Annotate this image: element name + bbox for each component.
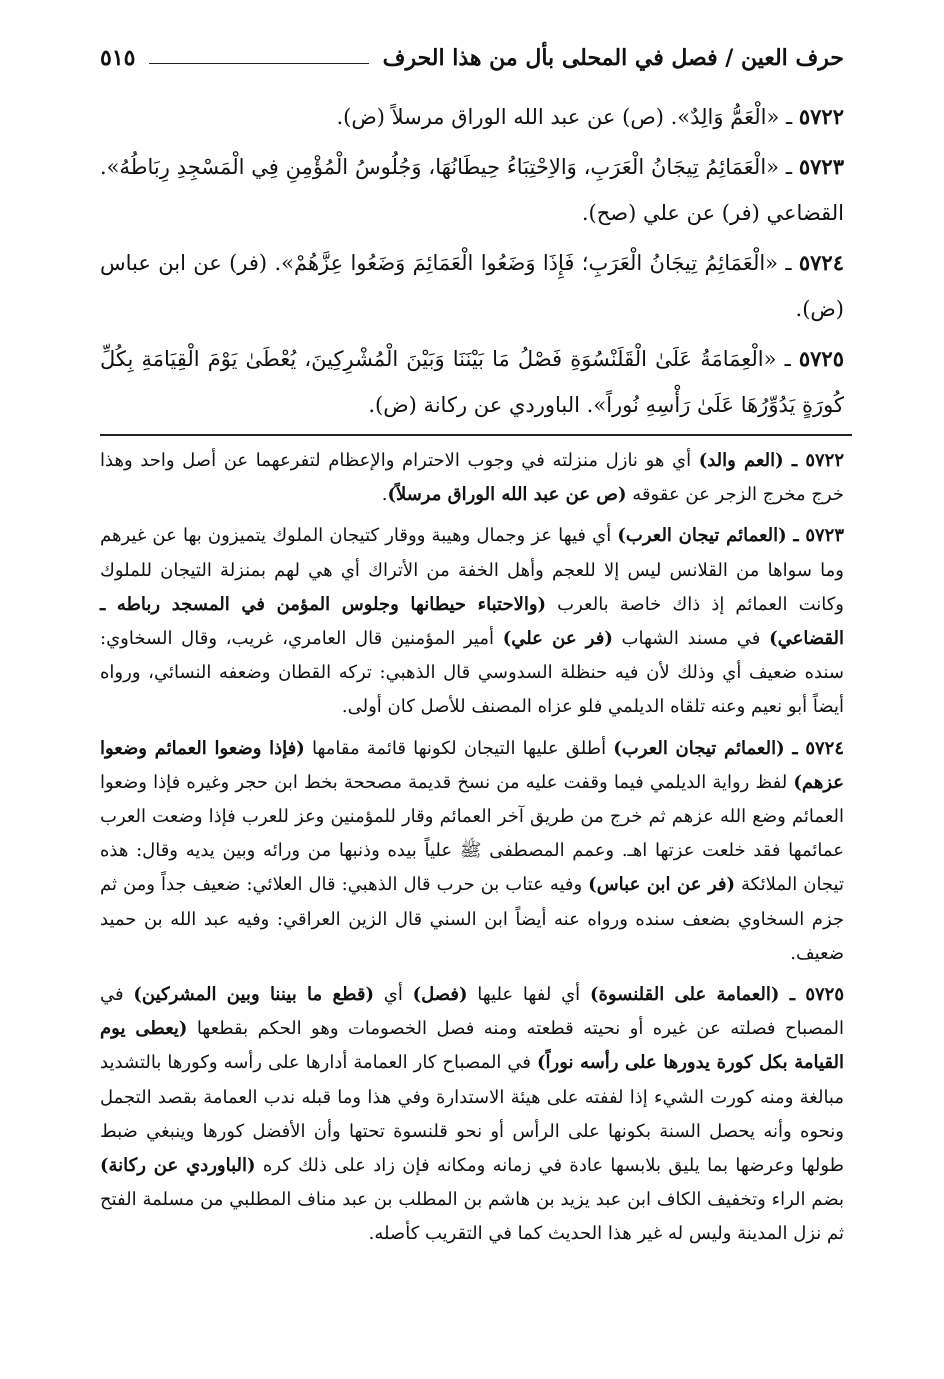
commentary-quote: (فر عن علي) xyxy=(502,628,613,650)
commentary-entry xyxy=(100,444,844,512)
commentary-quote: (يعطى يوم القيامة بكل كورة يدورها على رأسه نوراً) xyxy=(100,1018,844,1074)
hadith-number: ٥٧٢٤ xyxy=(798,250,844,275)
commentary-quote: (والاحتباء حيطانها وجلوس المؤمن في المسجد رباطه ـ القضاعي) xyxy=(100,593,845,650)
hadith-entry xyxy=(100,144,844,236)
commentary-entry xyxy=(100,978,844,1252)
hadith-text: ـ «الْعَمُّ وَالِدٌ». (ص) عن عبد الله الوراق مرسلاً (ض). xyxy=(336,105,799,129)
commentary-number: ٥٧٢٣ xyxy=(805,525,844,547)
hadith-text: ـ «الْعِمَامَةُ عَلَىٰ الْقَلَنْسُوَةِ فَصْلُ مَا بَيْنَنَا وَبَيْنَ الْمُشْرِكِينَ، يُعْطَىٰ يَوْمَ الْقِيَامَةِ بِكُلِّ كُورَةٍ يَدُوِّرُهَا عَلَىٰ رَأْسِهِ نُوراً». الباوردي عن ركانة (ض). xyxy=(100,347,844,417)
commentary-text: لفظ رواية الديلمي فيما وقفت عليه من نسخ قديمة مصححة بخط ابن حجر وغيره فإذا وضعوا العمائم وضع الله عزهم ثم خرج من طريق آخر العمائم وقار للمؤمنين وعز للعرب فإذا وضعت العرب عمائمها فقد خلعت عزتها اهـ. وعمم المصطفى ﷺ علياً بيده وذنبها من ورائه وبين يديه وقال: هذه تيجان الملائكة xyxy=(100,771,844,896)
commentary-quote: (الباوردي عن ركانة) xyxy=(100,1155,256,1177)
commentary-text: بضم الراء وتخفيف الكاف ابن عبد يزيد بن هاشم بن المطلب بن عبد مناف المطلبي من مسلمة الفتح ثم نزل المدينة وليس له غير هذا الحديث كما في التقريب كأصله. xyxy=(100,1189,844,1245)
commentary-text: . xyxy=(381,484,388,506)
hadith-number: ٥٧٢٣ xyxy=(798,154,844,179)
commentary-quote: (فصل) xyxy=(412,984,468,1006)
commentary-number: ٥٧٢٤ xyxy=(805,737,845,759)
commentary-quote: ـ (العم والد) xyxy=(698,450,806,471)
commentary-quote: (ص عن عبد الله الوراق مرسلاً) xyxy=(387,484,627,506)
commentary-text: أي xyxy=(373,984,413,1006)
commentary-text: أي هو نازل منزلته في وجوب الاحترام والإعظام لتفرعهما عن أصل واحد وهذا خرج مخرج الزجر عن عقوقه xyxy=(100,450,844,506)
commentary-quote: ـ (العمائم تيجان العرب) xyxy=(617,525,806,547)
page-number: ٥١٥ xyxy=(100,45,136,71)
commentary-section xyxy=(100,444,844,1259)
commentary-text: أطلق عليها التيجان لكونها قائمة مقامها xyxy=(304,737,614,759)
commentary-text: في مسند الشهاب xyxy=(612,628,770,650)
commentary-text: في المصباح كار العمامة أدارها على رأسه وكورها بالتشديد مبالغة ومنه كورت الشيء إذا لففته على هيئة الاستدارة وفي هذا وما قبله ندب العمامة بقصد التجمل ونحوه وأنه يحصل السنة بكونها على الرأس أو نحو قلنسوة تحتها وأن الأفضل كورها وينبغي ضبط طولها وعرضها بما يليق بلابسها عادة في زمانه ومكانه فإن زاد على ذلك كره xyxy=(100,1052,844,1177)
commentary-text: أمير المؤمنين قال العامري، غريب، وقال السخاوي: سنده ضعيف أي وذلك لأن فيه حنظلة السدوسي قال الذهبي: تركه القطان وضعفه النسائي، ورواه أيضاً أبو نعيم وعنه تلقاه الديلمي فلو عزاه المصنف للأصل كان أولى. xyxy=(100,628,844,718)
running-header xyxy=(100,38,844,78)
commentary-entry xyxy=(100,732,844,971)
commentary-quote: (فر عن ابن عباس) xyxy=(588,874,736,896)
commentary-number: ٥٧٢٢ xyxy=(805,450,844,471)
commentary-quote: ـ (العمائم تيجان العرب) xyxy=(613,737,806,759)
commentary-text: وفيه عتاب بن حرب قال الذهبي: قال العلائي: ضعيف جداً ومن ثم جزم السخاوي بضعف سنده ورواه عنه أيضاً ابن السني قال الزين العراقي: وفيه عبد الله بن حميد ضعيف. xyxy=(100,874,844,964)
commentary-text: في المصباح فصلته عن غيره أو نحيته قطعته ومنه فصل الخصومات وهو الحكم بقطعها xyxy=(100,984,844,1040)
hadith-text: ـ «الْعَمَائِمُ تِيجَانُ الْعَرَبِ، وَالاِحْتِبَاءُ حِيطَانُهَا، وَجُلُوسُ الْمُؤْمِنِ فِي الْمَسْجِدِ رِبَاطُهُ». القضاعي (فر) عن علي (صح). xyxy=(100,155,844,225)
commentary-number: ٥٧٢٥ xyxy=(805,984,844,1006)
commentary-text: أي لفها عليها xyxy=(467,984,590,1006)
hadith-entry xyxy=(100,94,844,140)
commentary-quote: (فإذا وضعوا العمائم وضعوا عزهم) xyxy=(100,737,844,793)
hadith-text-section xyxy=(100,94,844,432)
header-rule xyxy=(149,63,368,64)
hadith-entry xyxy=(100,336,844,428)
hadith-number: ٥٧٢٢ xyxy=(798,104,844,129)
hadith-number: ٥٧٢٥ xyxy=(798,346,844,371)
commentary-text: أي فيها عز وجمال وهيبة ووقار كتيجان الملوك يتميزون بها عن غيرهم وما سواها من القلانس ليس إلا للعجم وأهل الخفة من الأتراك أي هي لهم بمنزلة التيجان للملوك وكانت العمائم إذ ذاك خاصة بالعرب xyxy=(100,525,844,615)
commentary-quote: ـ (العمامة على القلنسوة) xyxy=(589,984,806,1006)
commentary-divider xyxy=(100,434,852,436)
commentary-entry xyxy=(100,519,844,724)
hadith-entry xyxy=(100,240,844,332)
hadith-text: ـ «الْعَمَائِمُ تِيجَانُ الْعَرَبِ؛ فَإِذَا وَضَعُوا الْعَمَائِمَ وَضَعُوا عِزَّهُمْ». (فر) عن ابن عباس (ض). xyxy=(100,251,844,321)
commentary-quote: (قطع ما بيننا وبين المشركين) xyxy=(133,984,374,1006)
header-title: حرف العين / فصل في المحلى بأل من هذا الحرف xyxy=(382,45,844,71)
